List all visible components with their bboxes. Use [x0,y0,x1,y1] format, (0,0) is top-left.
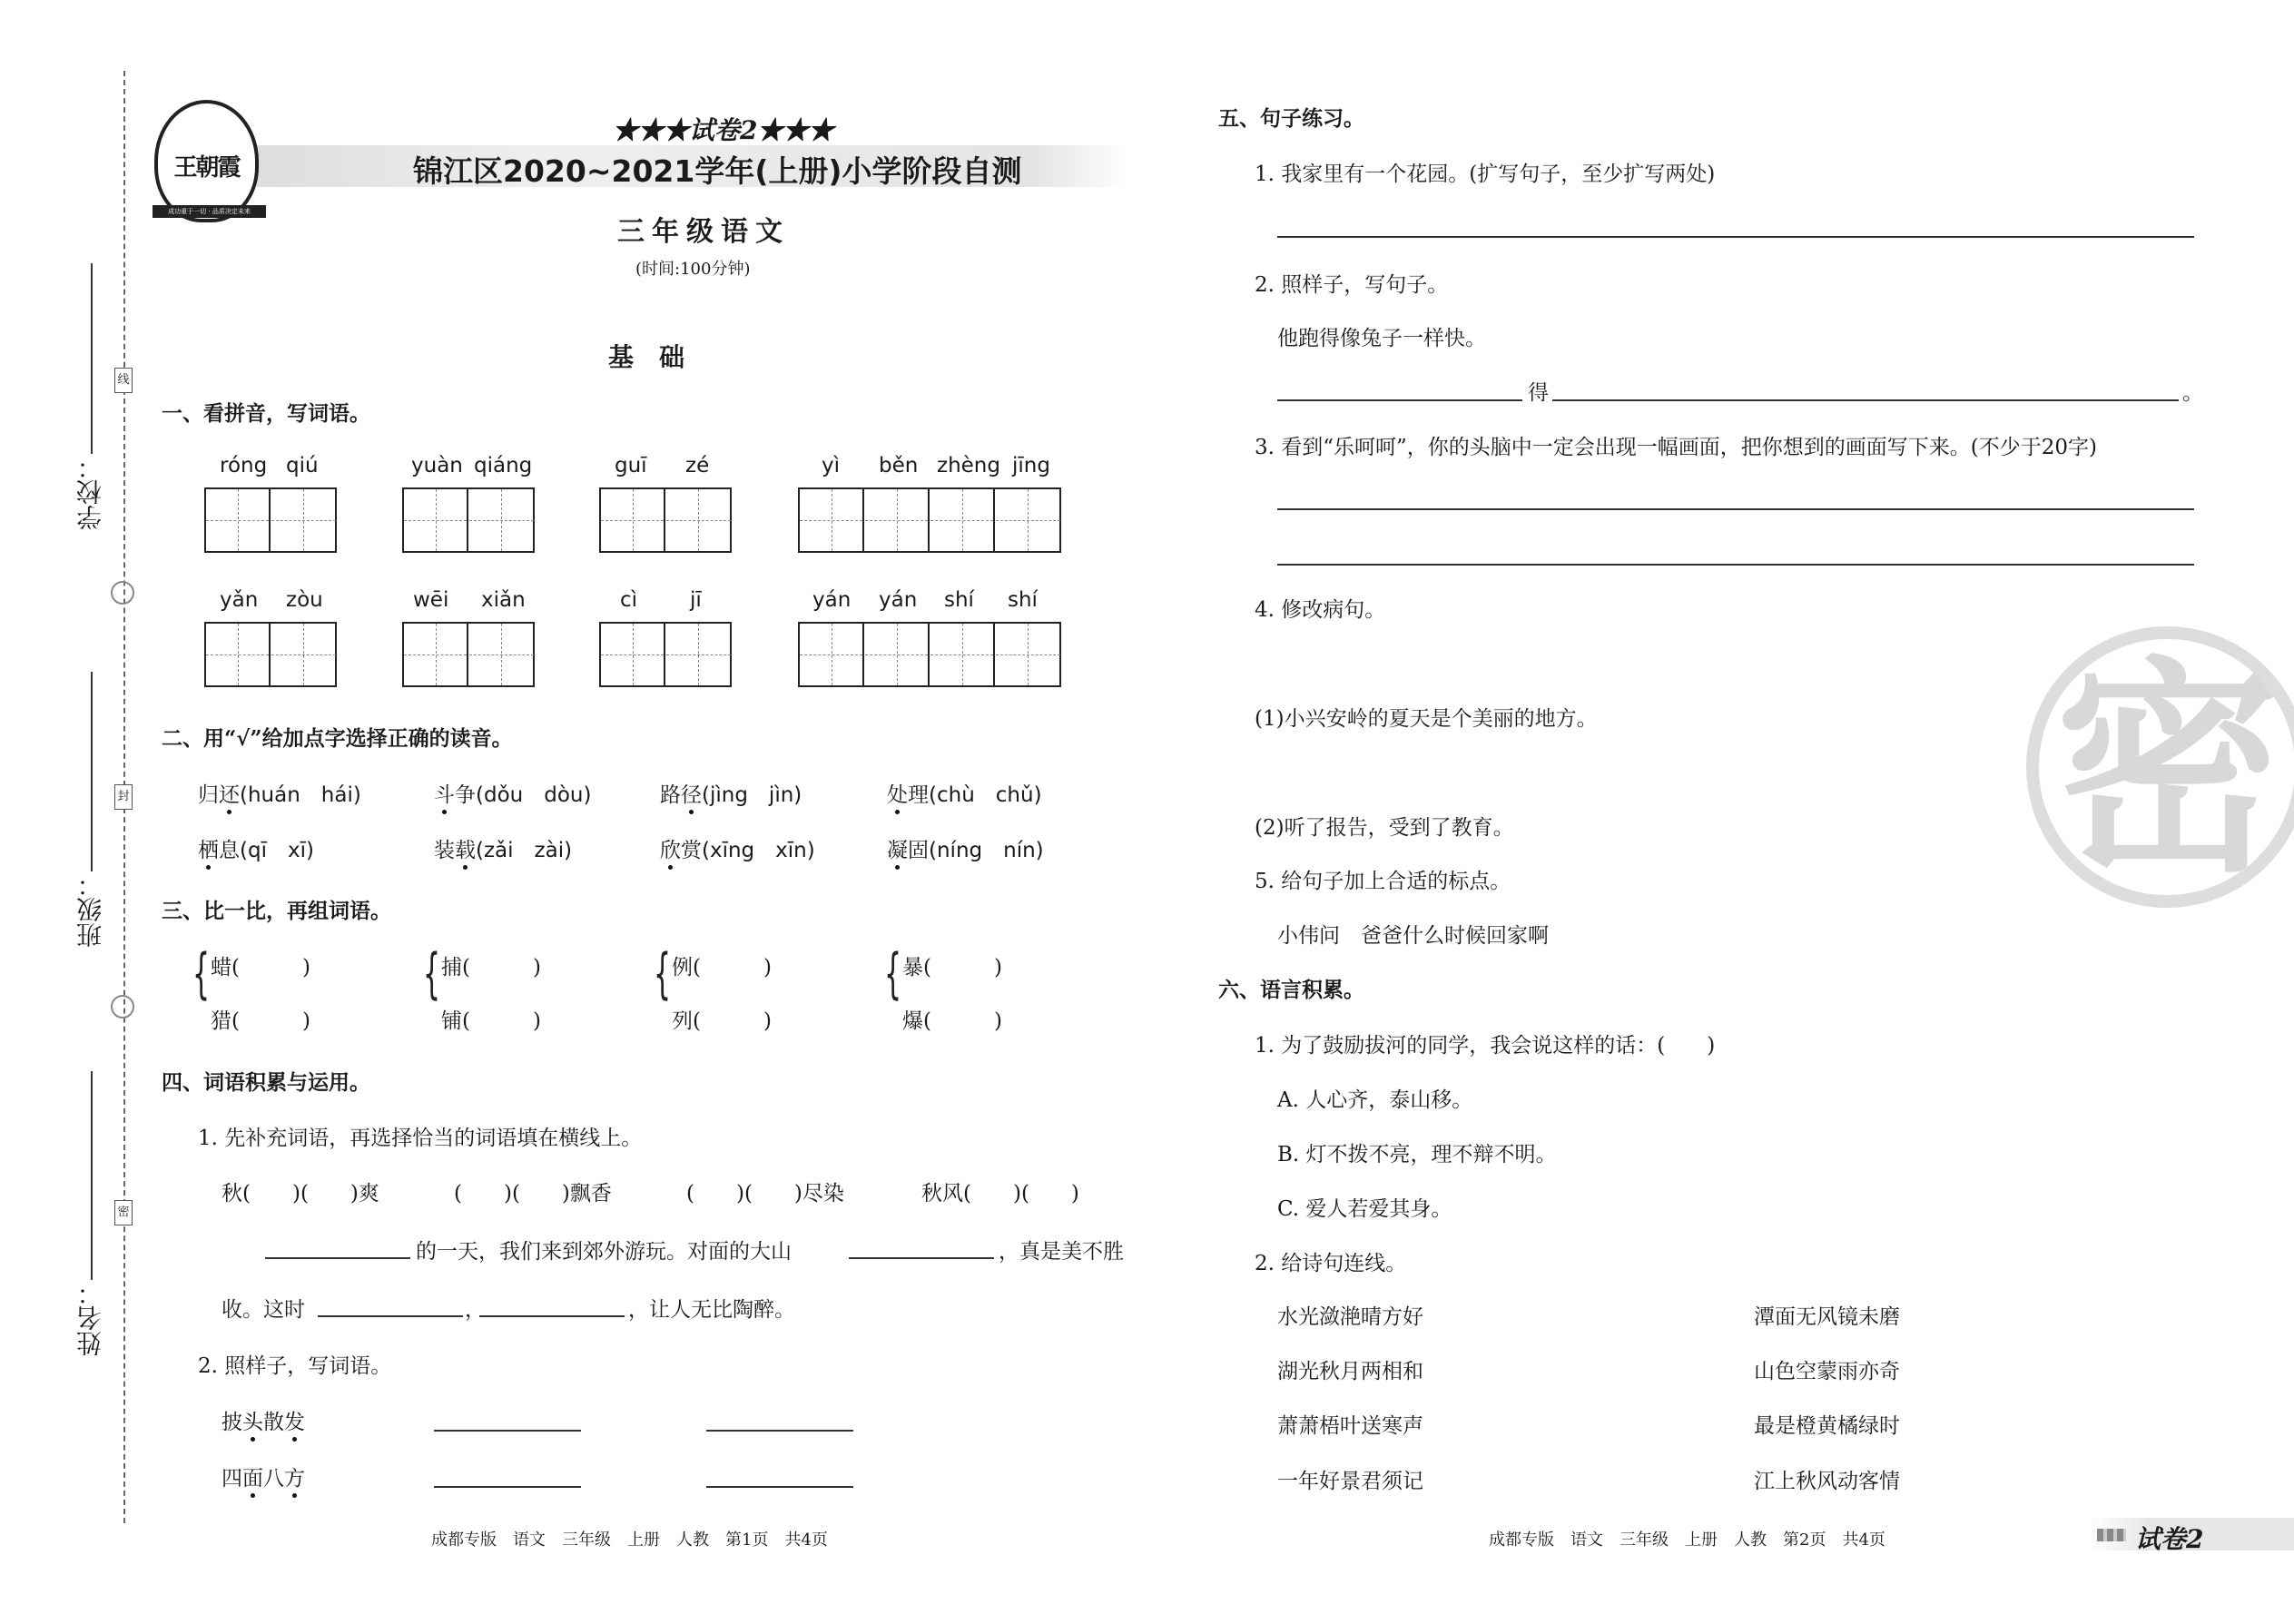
q2-item[interactable]: 处理(chù chǔ) [887,783,1042,807]
exam-tag: ★★★试卷2★★★ [613,115,834,145]
exam-time: (时间:100分钟) [635,260,751,279]
q5-s2-example: 他跑得像兔子一样快。 [1277,327,1486,350]
q6-option[interactable]: A. 人心齐，泰山移。 [1277,1088,1473,1112]
poem-right[interactable]: 山色空蒙雨亦奇 [1754,1360,1900,1383]
brace-icon: { [884,942,902,1006]
q4-para1: 的一天，我们来到郊外游玩。对面的大山 [416,1240,792,1264]
q6-option[interactable]: C. 爱人若爱其身。 [1277,1197,1452,1221]
q5-s1: 1. 我家里有一个花园。(扩写句子，至少扩写两处) [1255,162,1716,186]
poem-right[interactable]: 潭面无风镜未磨 [1754,1305,1900,1329]
q2-item[interactable]: 装载(zǎi zài) [434,839,573,862]
pinyin: qiú [286,454,319,477]
answer-line[interactable] [1277,508,2194,510]
q4-para2: 收。这时 [222,1298,305,1322]
school-line [91,263,93,454]
pinyin: shí [1008,588,1038,612]
subject-title: 三年级语文 [617,216,790,248]
name-line [91,1071,93,1280]
q4-para2-comma: ， [465,1298,486,1322]
answer-line[interactable] [1277,564,2194,566]
poem-right[interactable]: 江上秋风动客情 [1754,1470,1900,1493]
answer-line[interactable] [1277,236,2194,238]
answer-blank[interactable] [706,1430,853,1432]
pinyin: jī [690,588,702,612]
q2-item[interactable]: 路径(jìng jìn) [660,783,802,807]
pinyin: yǎn [220,588,259,612]
answer-blank[interactable] [1552,399,2179,401]
example-word: 披头散发 [222,1411,305,1434]
pinyin: běn [879,454,919,477]
q2-item[interactable]: 欣赏(xīng xīn) [660,839,815,862]
logo-emblem [154,100,259,222]
brace-icon: { [654,942,672,1006]
answer-blank[interactable] [706,1486,853,1488]
pinyin: xiǎn [481,588,526,612]
q5-s4-1: (1)小兴安岭的夏天是个美丽的地方。 [1255,707,1598,731]
q5-s4: 4. 修改病句。 [1255,598,1386,622]
q5-s2: 2. 照样子，写句子。 [1255,273,1449,297]
q3-title: 三、比一比，再组词语。 [162,899,391,923]
exam-title: 锦江区2020~2021学年(上册)小学阶段自测 [413,153,1022,189]
footer-tag-squares [2097,1529,2126,1541]
q5-title: 五、句子练习。 [1218,106,1364,131]
q4-title: 四、词语积累与运用。 [162,1070,370,1095]
q5-s2-de: 得 [1528,381,1549,405]
q5-s4-2: (2)听了报告，受到了教育。 [1255,816,1514,840]
q4-para1-end: ，真是美不胜 [999,1240,1124,1264]
q3-word[interactable]: 爆( ) [902,1009,1002,1033]
writing-grid[interactable] [204,487,337,553]
poem-left[interactable]: 萧萧梧叶送寒声 [1277,1414,1423,1438]
q5-s5: 5. 给句子加上合适的标点。 [1255,870,1511,893]
section-part: 基 础 [608,342,685,372]
logo-slogan: 成功重于一切 · 品质决定未来 [153,205,266,218]
q4-sub2: 2. 照样子，写词语。 [198,1354,392,1378]
q3-word[interactable]: 铺( ) [441,1009,541,1033]
writing-grid[interactable] [599,487,732,553]
poem-right[interactable]: 最是橙黄橘绿时 [1754,1414,1900,1438]
pinyin: shí [944,588,974,612]
pinyin: zòu [286,588,323,612]
footer-tag: 试卷2 [2135,1524,2204,1554]
poem-left[interactable]: 水光潋滟晴方好 [1277,1305,1423,1329]
q6-option[interactable]: B. 灯不拨不亮，理不辩不明。 [1277,1143,1557,1166]
q6-s1: 1. 为了鼓励拔河的同学，我会说这样的话：( ) [1255,1034,1716,1058]
seal-mi: 密 [114,1200,133,1225]
watermark-seal [2026,626,2294,908]
pinyin: yì [822,454,841,477]
seal-xian: 线 [114,368,133,393]
q3-word[interactable]: 例( ) [672,956,772,979]
q6-s2: 2. 给诗句连线。 [1255,1252,1407,1275]
q2-item[interactable]: 栖息(qī xī) [198,839,314,862]
footer-left: 成都专版 语文 三年级 上册 人教 第1页 共4页 [431,1530,828,1550]
class-line [91,672,93,871]
answer-blank[interactable] [1277,399,1522,401]
binding-strip [0,0,136,1624]
q2-item[interactable]: 归还(huán hái) [198,783,361,807]
q2-item[interactable]: 凝固(níng nín) [887,839,1044,862]
writing-grid[interactable] [798,487,1061,553]
q3-word[interactable]: 列( ) [672,1009,772,1033]
q4-sub1: 1. 先补充词语，再选择恰当的词语填在横线上。 [198,1127,643,1150]
writing-grid[interactable] [798,622,1061,687]
logo-text: 王朝霞 [173,154,240,182]
q4-word[interactable]: 秋风( )( ) [921,1182,1079,1206]
q3-word[interactable]: 蜡( ) [211,956,310,979]
brace-icon: { [423,942,441,1006]
poem-left[interactable]: 一年好景君须记 [1277,1470,1423,1493]
pinyin: yuàn [411,454,463,477]
cut-mark-icon [111,995,134,1019]
q3-word[interactable]: 猎( ) [211,1009,310,1033]
q4-word[interactable]: 秋( )( )爽 [222,1182,379,1206]
q2-title: 二、用“√”给加点字选择正确的读音。 [162,726,513,751]
pinyin: guī [615,454,647,477]
answer-blank[interactable] [318,1315,463,1317]
answer-blank[interactable] [479,1315,625,1317]
q5-s5-text: 小伟问 爸爸什么时候回家啊 [1277,924,1549,948]
example-word: 四面八方 [222,1467,305,1491]
poem-left[interactable]: 湖光秋月两相和 [1277,1360,1423,1383]
cut-mark-icon [111,581,134,605]
name-label: 姓名： [75,1280,105,1356]
school-label: 学校： [75,454,105,530]
watermark-char: 密 [2055,638,2282,902]
seal-feng: 封 [114,784,133,810]
answer-blank[interactable] [849,1257,994,1259]
pinyin: zé [685,454,710,477]
pinyin: róng [220,454,268,477]
q2-item[interactable]: 斗争(dǒu dòu) [434,783,592,807]
q5-s2-end: 。 [2182,381,2203,405]
writing-grid[interactable] [204,622,337,687]
q5-s3: 3. 看到“乐呵呵”，你的头脑中一定会出现一幅画面，把你想到的画面写下来。(不少于20字) [1255,436,2097,459]
q4-word[interactable]: ( )( )尽染 [686,1182,844,1206]
footer-right: 成都专版 语文 三年级 上册 人教 第2页 共4页 [1489,1530,1885,1550]
q6-title: 六、语言积累。 [1218,978,1364,1002]
answer-blank[interactable] [265,1257,410,1259]
pinyin: wēi [413,588,449,612]
answer-blank[interactable] [434,1486,581,1488]
pinyin: jīng [1012,454,1050,477]
pinyin: zhèng [937,454,1000,477]
pinyin: cì [620,588,638,612]
pinyin: yán [812,588,852,612]
pinyin: qiáng [474,454,533,477]
answer-blank[interactable] [434,1430,581,1432]
class-label: 班级： [75,871,105,948]
writing-grid[interactable] [599,622,732,687]
pinyin: yán [879,588,918,612]
brace-icon: { [192,942,211,1006]
q4-word[interactable]: ( )( )飘香 [454,1182,612,1206]
q3-word[interactable]: 捕( ) [441,956,541,979]
q4-para2-end: ，让人无比陶醉。 [628,1298,795,1322]
q1-title: 一、看拼音，写词语。 [162,401,370,426]
writing-grid[interactable] [402,622,535,687]
q3-word[interactable]: 暴( ) [902,956,1002,979]
writing-grid[interactable] [402,487,535,553]
